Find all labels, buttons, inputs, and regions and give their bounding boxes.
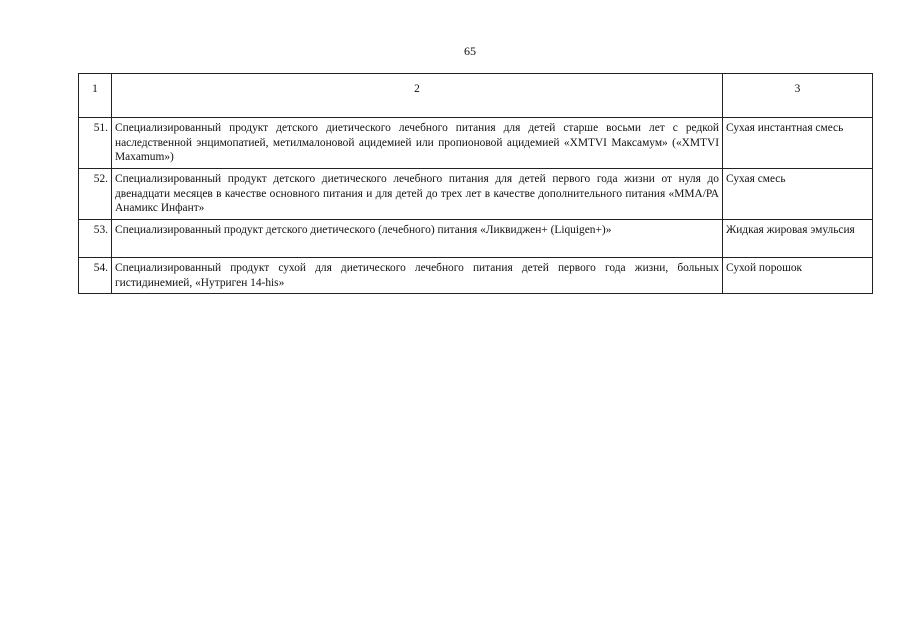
- column-header-number: 1: [79, 74, 112, 118]
- page-number: 65: [464, 44, 476, 58]
- table-header-row: [79, 74, 873, 118]
- row-number: 51.: [79, 118, 112, 169]
- row-form: Сухая инстантная смесь: [723, 118, 873, 169]
- product-table: [78, 73, 873, 294]
- row-number: 54.: [79, 258, 112, 294]
- table-row: [79, 220, 873, 258]
- table-row: [79, 118, 873, 169]
- row-description: Специализированный продукт детского диетического лечебного питания для детей первого года жизни от нуля до двенадцати месяцев в качестве основного питания и для детей до трех лет в качестве дополнительного питания «ММА/РА Анамикс Инфант»: [112, 169, 723, 220]
- column-header-form: 3: [723, 74, 873, 118]
- row-number: 53.: [79, 220, 112, 258]
- row-description: Специализированный продукт сухой для диетического лечебного питания детей первого года жизни, больных гистидинемией, «Нутриген 14-his»: [112, 258, 723, 294]
- row-form: Жидкая жировая эмульсия: [723, 220, 873, 258]
- row-description: Специализированный продукт детского диетического (лечебного) питания «Ликвиджен+ (Liquigen+)»: [112, 220, 723, 258]
- row-form: Сухая смесь: [723, 169, 873, 220]
- row-description: Специализированный продукт детского диетического лечебного питания для детей старше восьми лет с редкой наследственной энцимопатией, метилмалоновой ацидемией или пропионовой ацидемией «ХМТVI Максамум» («XMTVI Maxamum»): [112, 118, 723, 169]
- row-form: Сухой порошок: [723, 258, 873, 294]
- table-row: [79, 258, 873, 294]
- table-row: [79, 169, 873, 220]
- column-header-description: 2: [112, 74, 723, 118]
- row-number: 52.: [79, 169, 112, 220]
